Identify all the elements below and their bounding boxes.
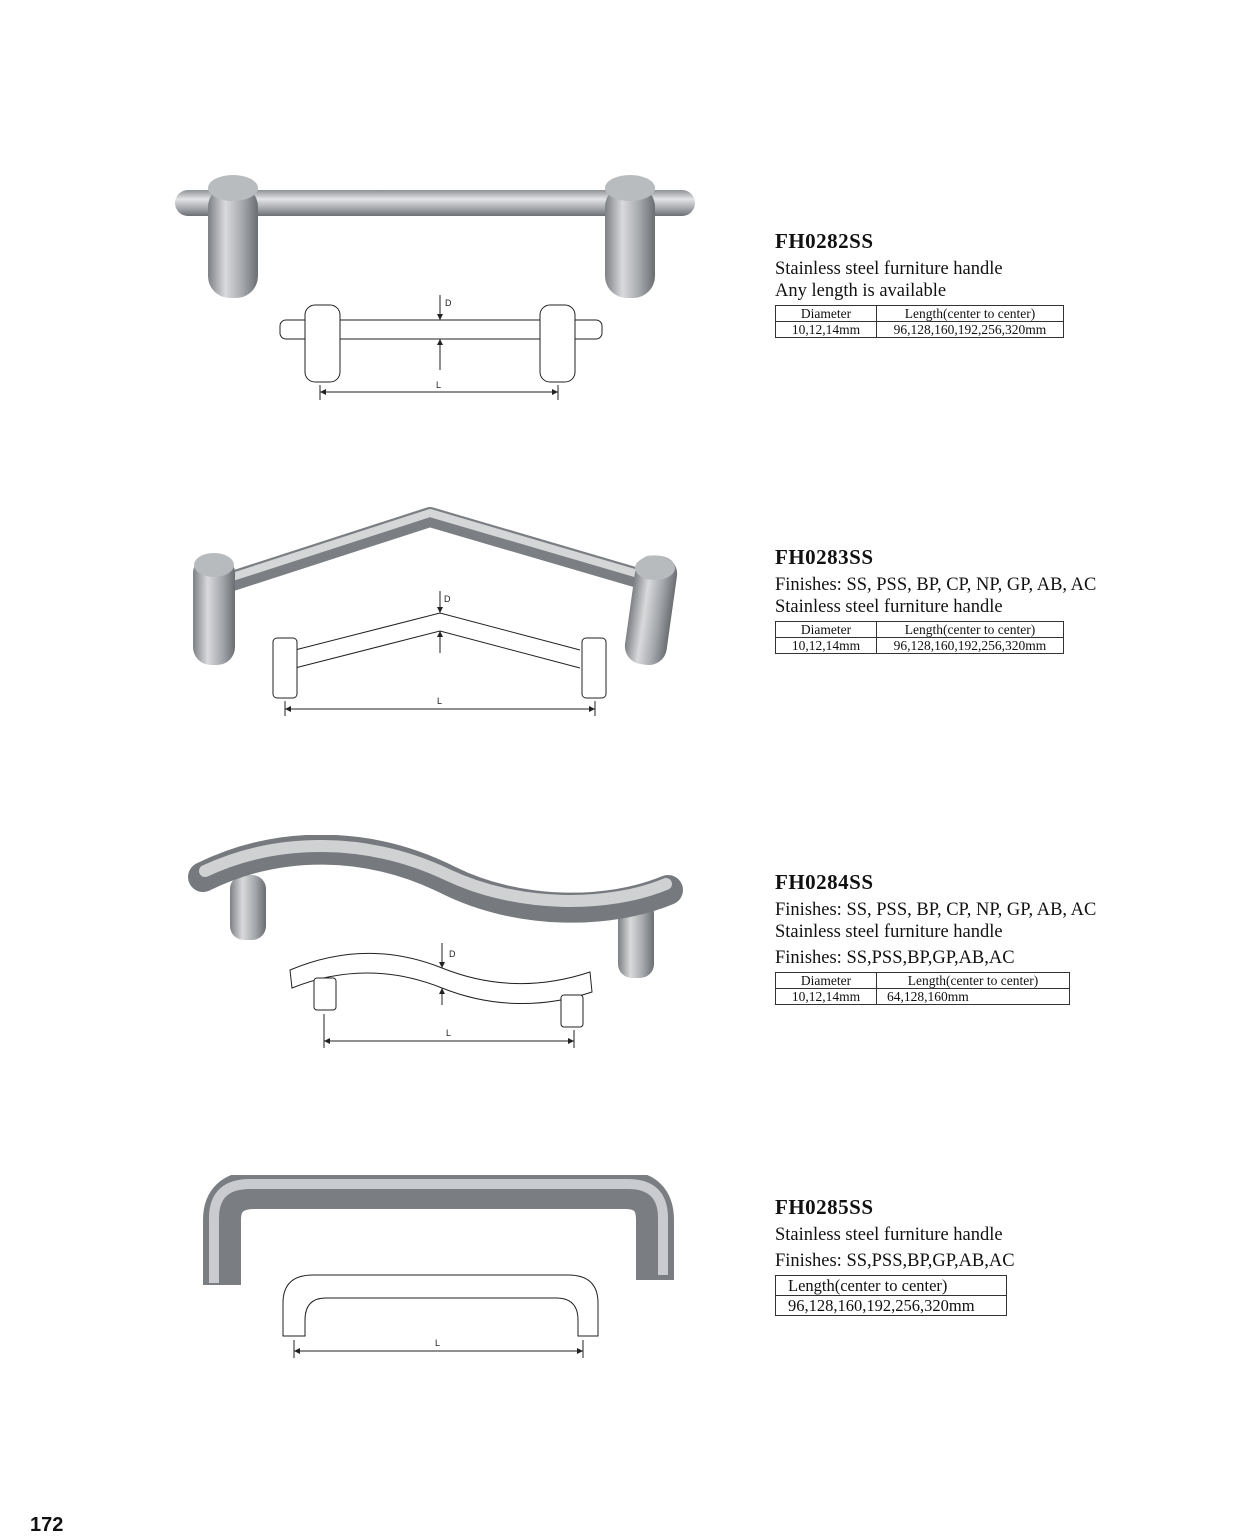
- product-line: Finishes: SS, PSS, BP, CP, NP, GP, AB, AC: [775, 900, 1097, 920]
- product-code: FH0282SS: [775, 229, 874, 253]
- spec-value: 96,128,160,192,256,320mm: [776, 1296, 1007, 1316]
- spec-table: [775, 305, 1064, 338]
- spec-header-row: [776, 622, 1064, 638]
- spec-table: [775, 1275, 1007, 1316]
- spec-header: Length(center to center): [877, 306, 1064, 322]
- product-line: Stainless steel furniture handle: [775, 1225, 1003, 1245]
- dim-label-d: D: [449, 949, 456, 959]
- spec-table: [775, 972, 1070, 1005]
- spec-header: Length(center to center): [877, 622, 1064, 638]
- product-info: [775, 546, 1096, 654]
- dim-label-d: D: [444, 594, 451, 604]
- spec-value-row: [776, 1296, 1007, 1316]
- page-number: 172: [30, 1514, 64, 1536]
- spec-value-row: [776, 989, 1070, 1005]
- spec-table: [775, 621, 1064, 654]
- dim-label-d: D: [445, 298, 452, 308]
- product-line: Stainless steel furniture handle: [775, 259, 1003, 279]
- spec-value-row: [776, 638, 1064, 654]
- spec-value: 96,128,160,192,256,320mm: [877, 322, 1064, 338]
- spec-header-row: [776, 973, 1070, 989]
- dim-label-l: L: [446, 1028, 452, 1038]
- product-code: FH0285SS: [775, 1195, 874, 1219]
- spec-value-row: [776, 322, 1064, 338]
- product-line: Stainless steel furniture handle: [775, 922, 1003, 942]
- dimension-drawing: [268, 588, 613, 723]
- spec-header-row: [776, 306, 1064, 322]
- spec-header: Diameter: [776, 622, 877, 638]
- dimension-drawing: [282, 940, 602, 1055]
- product-info: [775, 230, 1064, 338]
- product-line: Finishes: SS, PSS, BP, CP, NP, GP, AB, AC: [775, 575, 1097, 595]
- product-code: FH0284SS: [775, 870, 874, 894]
- spec-header: Length(center to center): [776, 1276, 1007, 1296]
- product-code: FH0283SS: [775, 545, 874, 569]
- spec-value: 10,12,14mm: [776, 638, 877, 654]
- spec-header-row: [776, 1276, 1007, 1296]
- spec-header: Diameter: [776, 306, 877, 322]
- dim-label-l: L: [436, 380, 442, 390]
- product-info: [775, 871, 1096, 1005]
- spec-header: Diameter: [776, 973, 877, 989]
- spec-value: 10,12,14mm: [776, 322, 877, 338]
- dimension-drawing: [278, 1268, 603, 1363]
- spec-value: 96,128,160,192,256,320mm: [877, 638, 1064, 654]
- dim-label-l: L: [435, 1338, 441, 1348]
- product-line: Any length is available: [775, 281, 947, 301]
- product-line: Finishes: SS,PSS,BP,GP,AB,AC: [775, 948, 1015, 968]
- product-info: [775, 1196, 1015, 1316]
- spec-header: Length(center to center): [877, 973, 1070, 989]
- handle-photo: [170, 165, 700, 305]
- spec-value: 10,12,14mm: [776, 989, 877, 1005]
- spec-value: 64,128,160mm: [877, 989, 1070, 1005]
- product-line: Finishes: SS,PSS,BP,GP,AB,AC: [775, 1251, 1015, 1271]
- dim-label-l: L: [437, 696, 443, 706]
- product-line: Stainless steel furniture handle: [775, 597, 1003, 617]
- dimension-drawing: [275, 290, 610, 405]
